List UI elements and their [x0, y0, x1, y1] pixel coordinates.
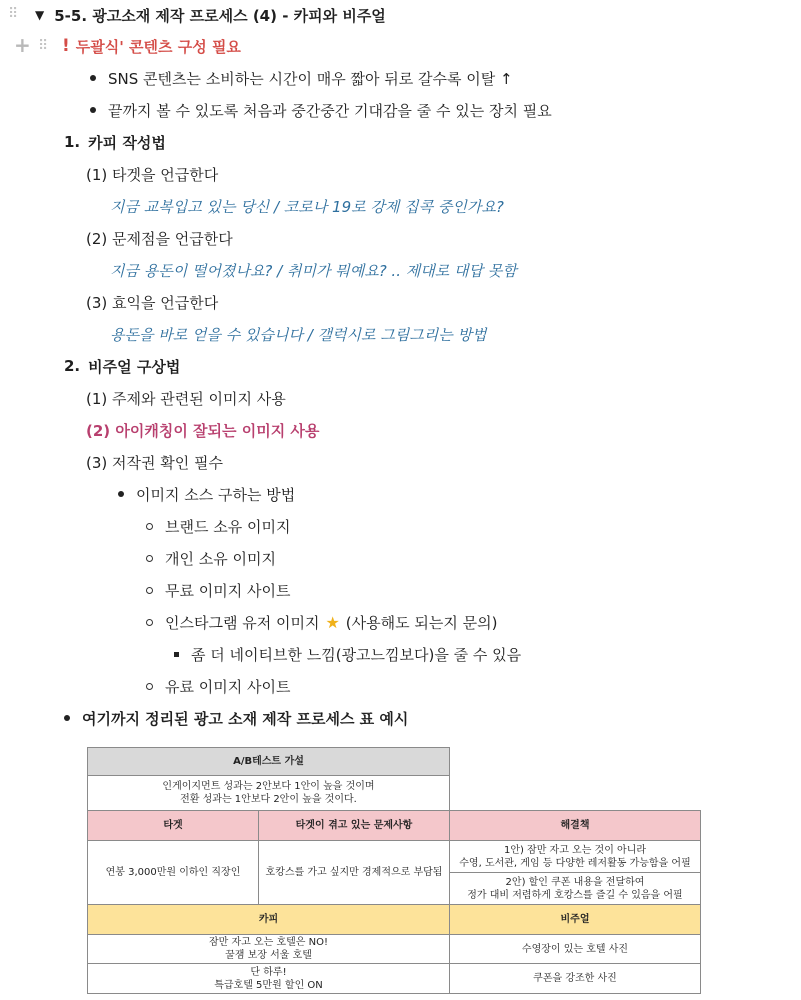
table-header-solution: 해결책: [449, 810, 701, 841]
section-number: 1.: [64, 133, 81, 151]
table-header-visual: 비주얼: [449, 904, 701, 935]
heading-title: 5-5. 광고소재 제작 프로세스 (4) - 카피와 비주얼: [54, 6, 386, 25]
circle-bullet-icon: [146, 523, 153, 530]
table-cell-copy-2: [87, 963, 450, 994]
solution-line: 1안) 잠만 자고 오는 것이 아니라: [503, 844, 647, 856]
table-header-problem: 타겟이 겪고 있는 문제사항: [258, 810, 450, 841]
square-bullet-icon: [174, 652, 179, 657]
copy-item-label: (3) 효익을 언급한다: [86, 293, 219, 312]
circle-bullet-icon: [146, 683, 153, 690]
copy-item-label: (2) 문제점을 언급한다: [86, 229, 233, 248]
table-cell-visual-1: 수영장이 있는 호텔 사진: [449, 934, 701, 964]
bullet-text: SNS 콘텐츠는 소비하는 시간이 매우 짧아 뒤로 갈수록 이탈 ↑: [108, 69, 513, 88]
warning-text: 두괄식' 콘텐츠 구성 필요: [75, 37, 241, 56]
process-table-image: [87, 747, 701, 995]
copy-line: 특급호텔 5만원 할인 ON: [214, 979, 323, 991]
solution-line: 정가 대비 저렴하게 호캉스를 즐길 수 있음을 어필: [467, 889, 683, 901]
copy-line: 꿀잼 보장 서울 호텔: [225, 950, 312, 961]
visual-item: (1) 주제와 관련된 이미지 사용: [86, 389, 286, 408]
section-number: 2.: [64, 357, 81, 375]
section-title: 카피 작성법: [88, 133, 166, 152]
copy-item-example: 용돈을 바로 얻을 수 있습니다 / 갤럭시로 그림그리는 방법: [110, 325, 487, 344]
source-note: (사용해도 되는지 문의): [345, 613, 498, 632]
copy-line: 잠만 자고 오는 호텔은 NO!: [208, 937, 328, 948]
triangle-down-icon[interactable]: ▼: [35, 8, 45, 22]
table-header-copy: 카피: [87, 904, 450, 935]
list-item: [146, 675, 290, 697]
list-item: [64, 707, 408, 729]
section-title: 비주얼 구상법: [88, 357, 181, 376]
plus-icon[interactable]: +: [14, 33, 31, 57]
bullet-icon: [118, 491, 124, 497]
drag-handle-icon[interactable]: ⠿: [8, 6, 17, 22]
exclamation-icon: !: [62, 36, 70, 56]
source-item: 인스타그램 유저 이미지: [165, 613, 320, 632]
bullet-icon: [90, 107, 96, 113]
table-cell-solution-2: [449, 872, 701, 905]
copy-item-example: 지금 용돈이 떨어졌나요? / 취미가 뭐예요? .. 제대로 대답 못함: [110, 261, 517, 280]
circle-bullet-icon: [146, 619, 153, 626]
hypothesis-line: 인게이지먼트 성과는 2안보다 1안이 높을 것이며: [162, 781, 375, 792]
table-cell-visual-2: 쿠폰을 강조한 사진: [449, 963, 701, 994]
table-cell-problem: 호캉스를 가고 싶지만 경제적으로 부담됨: [258, 840, 450, 905]
list-item: [90, 99, 552, 121]
bullet-text: 끝까지 볼 수 있도록 처음과 중간중간 기대감을 줄 수 있는 장치 필요: [108, 101, 552, 120]
copy-item-example: 지금 교복입고 있는 당신 / 코로나 19로 강제 집콕 중인가요?: [110, 197, 504, 216]
copy-line: 단 하루!: [250, 966, 287, 978]
list-item: [118, 483, 295, 505]
source-sub-item: 좀 더 네이티브한 느낌(광고느낌보다)을 줄 수 있음: [191, 645, 522, 664]
solution-line: 2안) 할인 쿠폰 내용을 전달하여: [505, 876, 645, 888]
copy-item-label: (1) 타겟을 언급한다: [86, 165, 219, 184]
list-item: [146, 515, 290, 537]
toggle-heading[interactable]: [35, 4, 386, 26]
visual-item: (3) 저작권 확인 필수: [86, 453, 223, 472]
source-item: 유료 이미지 사이트: [165, 677, 291, 696]
star-icon: ★: [325, 612, 340, 632]
hypothesis-line: 전환 성과는 1안보다 2안이 높을 것이다.: [180, 794, 357, 805]
table-header-hypothesis: A/B테스트 가설: [87, 747, 450, 776]
list-item: [174, 643, 521, 665]
section-visual: [64, 355, 180, 377]
table-cell-solution-1: [449, 840, 701, 873]
source-title: 이미지 소스 구하는 방법: [136, 485, 296, 504]
summary-text: 여기까지 정리된 광고 소재 제작 프로세스 표 예시: [82, 709, 409, 728]
source-item: 개인 소유 이미지: [165, 549, 276, 568]
visual-item-highlight: (2) 아이캐칭이 잘되는 이미지 사용: [86, 421, 320, 440]
circle-bullet-icon: [146, 555, 153, 562]
warning-line: [62, 35, 241, 57]
table-cell-target: 연봉 3,000만원 이하인 직장인: [87, 840, 259, 905]
bullet-icon: [64, 715, 70, 721]
source-item: 무료 이미지 사이트: [165, 581, 291, 600]
table-header-target: 타겟: [87, 810, 259, 841]
bullet-icon: [90, 75, 96, 81]
section-copywriting: [64, 131, 166, 153]
list-item: [146, 579, 290, 601]
source-item: 브랜드 소유 이미지: [165, 517, 291, 536]
list-item: [146, 611, 497, 633]
circle-bullet-icon: [146, 587, 153, 594]
drag-handle-icon[interactable]: ⠿: [38, 38, 47, 54]
table-cell-hypothesis: [87, 775, 450, 811]
list-item: [90, 67, 513, 89]
list-item: [146, 547, 276, 569]
table-cell-copy-1: [87, 934, 450, 964]
solution-line: 수영, 도서관, 게임 등 다양한 레저활동 가능함을 어필: [459, 857, 691, 869]
